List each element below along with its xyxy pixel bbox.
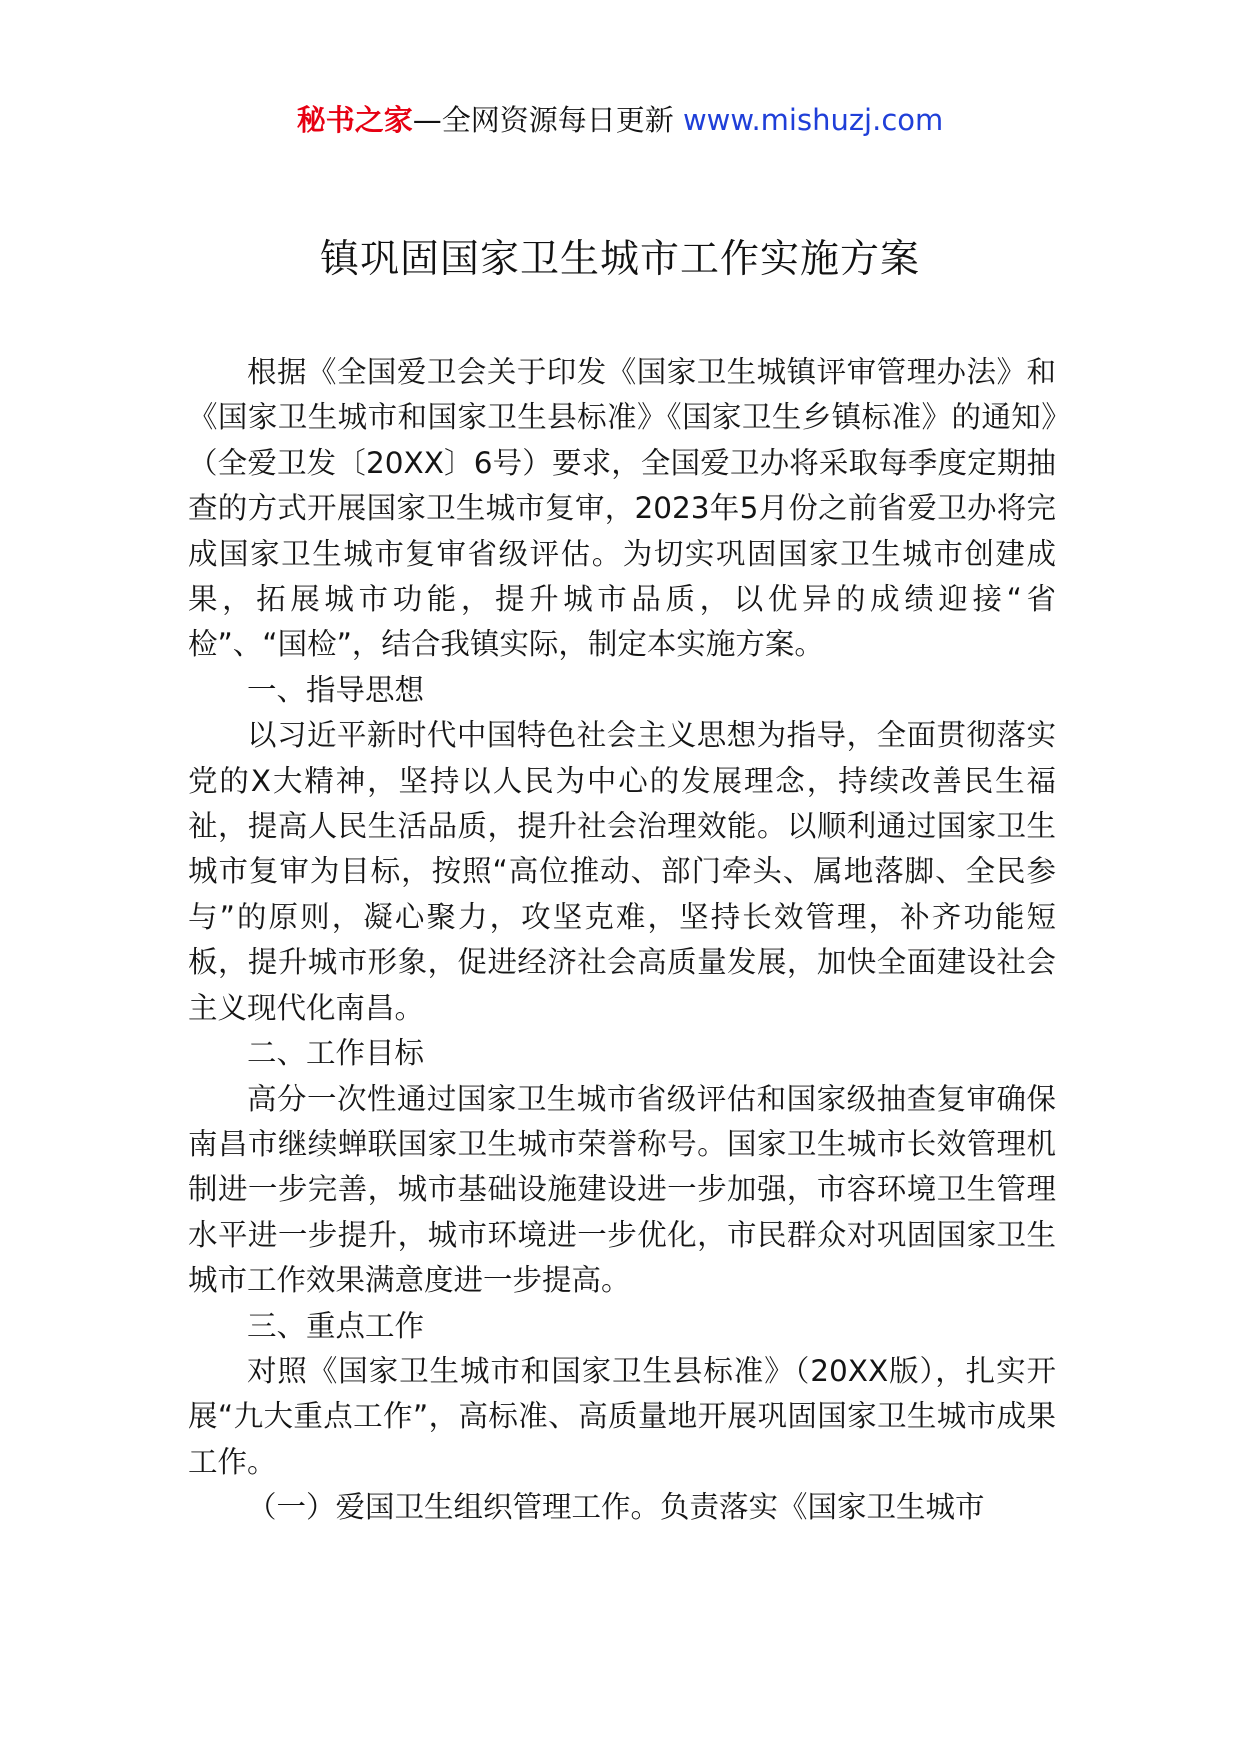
intro-paragraph: 根据《全国爱卫会关于印发《国家卫生城镇评审管理办法》和《国家卫生城市和国家卫生县标准》《国家卫生乡镇标准》的通知》（全爱卫发〔20XX〕6号）要求，全国爱卫办将采取每季度定期抽查的方式开展国家卫生城市复审，2023年5月份之前省爱卫办将完成国家卫生城市复审省级评估。为切实巩固国家卫生城市创建成果，拓展城市功能，提升城市品质，以优异的成绩迎接“省检”、“国检”，结合我镇实际，制定本实施方案。 [188,355,1056,662]
website-link[interactable]: www.mishuzj.com [682,103,944,137]
brand-name: 秘书之家 [296,103,413,137]
section-heading-3: 三、重点工作 [247,1308,425,1343]
section-paragraph-1: 以习近平新时代中国特色社会主义思想为指导，全面贯彻落实党的X大精神，坚持以人民为中心的发展理念，持续改善民生福祉，提高人民生活品质，提升社会治理效能。以顺利通过国家卫生城市复审为目标，按照“高位推动、部门牵头、属地落脚、全民参与”的原则，凝心聚力，攻坚克难，坚持长效管理，补齐功能短板，提升城市形象，促进经济社会高质量发展，加快全面建设社会主义现代化南昌。 [188,718,1056,1025]
section-heading-1: 一、指导思想 [247,672,425,707]
document-title: 镇巩固国家卫生城市工作实施方案 [319,237,920,282]
section-paragraph-2: 高分一次性通过国家卫生城市省级评估和国家级抽查复审确保南昌市继续蝉联国家卫生城市荣誉称号。国家卫生城市长效管理机制进一步完善，城市基础设施建设进一步加强，市容环境卫生管理水平进一步提升，城市环境进一步优化，市民群众对巩固国家卫生城市工作效果满意度进一步提高。 [188,1081,1056,1298]
section-paragraph-3: 对照《国家卫生城市和国家卫生县标准》（20XX版），扎实开展“九大重点工作”，高标准、高质量地开展巩固国家卫生城市成果工作。 [188,1353,1056,1479]
header-banner [0,100,1240,140]
header-tagline: —全网资源每日更新 [412,103,674,137]
document-body [188,350,1056,1531]
section-heading-2: 二、工作目标 [247,1036,425,1071]
subsection-paragraph-1: （一）爱国卫生组织管理工作。负责落实《国家卫生城市 [247,1490,985,1525]
